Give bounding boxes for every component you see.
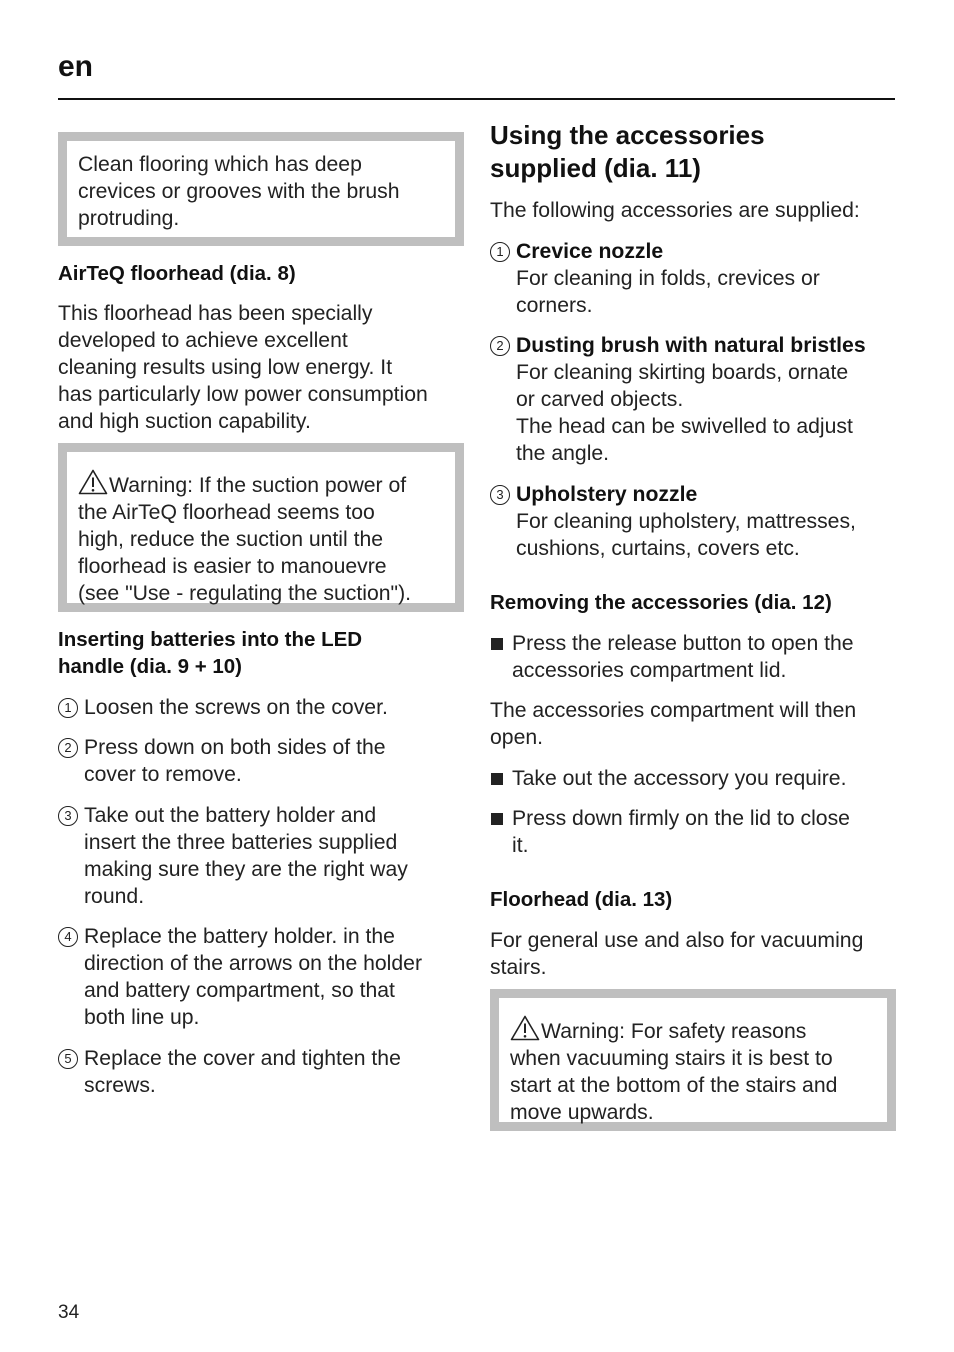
airteq-line: This floorhead has been specially [58, 302, 373, 325]
accessory-line: For cleaning upholstery, mattresses, [516, 510, 856, 533]
body-line: stairs. [490, 956, 547, 979]
floorhead-text [490, 927, 863, 981]
step-line: cover to remove. [84, 763, 242, 786]
accessory-line: For cleaning skirting boards, ornate [516, 361, 849, 384]
bullet-line: Press down firmly on the lid to close [512, 807, 850, 830]
step-number-1: 1 [58, 698, 78, 718]
note-line: crevices or grooves with the brush [78, 180, 400, 203]
warning-box-suction [58, 443, 464, 612]
step-line: direction of the arrows on the holder [84, 952, 423, 975]
warning-line: Warning: For safety reasons [541, 1020, 807, 1043]
warning-triangle-icon [510, 1015, 540, 1041]
bullet-line: Take out the accessory you require. [512, 767, 847, 790]
accessory-label: Crevice nozzle [516, 240, 664, 263]
floorhead-heading: Floorhead (dia. 13) [490, 888, 673, 911]
step-line: Replace the battery holder. in the [84, 925, 395, 948]
step-line: screws. [84, 1074, 156, 1097]
header-rule [58, 98, 895, 100]
body-line: open. [490, 726, 544, 749]
warning-triangle-icon [78, 469, 108, 495]
step-line: Press down on both sides of the [84, 736, 386, 759]
heading-line: handle (dia. 9 + 10) [58, 655, 242, 678]
title-line: Using the accessories [490, 120, 765, 150]
bullet-square-icon [491, 638, 503, 650]
bullet-line: accessories compartment lid. [512, 659, 787, 682]
airteq-body [58, 300, 478, 435]
warning-line: Warning: If the suction power of [109, 474, 407, 497]
body-line: For general use and also for vacuuming [490, 929, 864, 952]
warning-line: floorhead is easier to manouevre [78, 555, 387, 578]
accessory-line: or carved objects. [516, 388, 684, 411]
bullet-line: Press the release button to open the [512, 632, 854, 655]
step-line: Replace the cover and tighten the [84, 1047, 401, 1070]
note-box [58, 132, 464, 246]
accessory-line: the angle. [516, 442, 610, 465]
warning-line: high, reduce the suction until the [78, 528, 384, 551]
step-line: insert the three batteries supplied [84, 831, 398, 854]
airteq-line: cleaning results using low energy. It [58, 356, 393, 379]
accessory-line: The head can be swivelled to adjust [516, 415, 853, 438]
accessory-label: Upholstery nozzle [516, 483, 698, 506]
step-line: both line up. [84, 1006, 200, 1029]
removing-heading: Removing the accessories (dia. 12) [490, 591, 832, 614]
step-line: round. [84, 885, 145, 908]
step-line: Take out the battery holder and [84, 804, 377, 827]
step-number-3: 3 [58, 806, 78, 826]
batteries-heading [58, 626, 362, 680]
heading-line: Inserting batteries into the LED [58, 628, 363, 651]
accessory-line: For cleaning in folds, crevices or [516, 267, 820, 290]
airteq-heading: AirTeQ floorhead (dia. 8) [58, 262, 296, 285]
step-line: and battery compartment, so that [84, 979, 395, 1002]
step-line: making sure they are the right way [84, 858, 408, 881]
step-number-2: 2 [58, 738, 78, 758]
bullet-square-icon [491, 813, 503, 825]
accessory-label: Dusting brush with natural bristles [516, 334, 866, 357]
body-line: The accessories compartment will then [490, 699, 857, 722]
removing-text [490, 697, 856, 751]
bullet-square-icon [491, 773, 503, 785]
accessory-number-2: 2 [490, 336, 510, 356]
language-label: en [58, 50, 94, 83]
step-number-4: 4 [58, 927, 78, 947]
accessories-intro: The following accessories are supplied: [490, 199, 860, 222]
bullet-line: it. [512, 834, 529, 857]
warning-box-stairs [490, 989, 896, 1131]
airteq-line: has particularly low power consumption [58, 383, 428, 406]
accessory-number-1: 1 [490, 242, 510, 262]
step-number-5: 5 [58, 1049, 78, 1069]
title-line: supplied (dia. 11) [490, 153, 701, 183]
warning-line: when vacuuming stairs it is best to [510, 1047, 833, 1070]
accessory-line: cushions, curtains, covers etc. [516, 537, 800, 560]
accessory-number-3: 3 [490, 485, 510, 505]
note-line: protruding. [78, 207, 180, 230]
warning-line: the AirTeQ floorhead seems too [78, 501, 375, 524]
warning-line: start at the bottom of the stairs and [510, 1074, 838, 1097]
warning-line: (see "Use - regulating the suction"). [78, 582, 412, 605]
airteq-line: and high suction capability. [58, 410, 311, 433]
section-title [490, 119, 765, 185]
airteq-line: developed to achieve excellent [58, 329, 348, 352]
step-line: Loosen the screws on the cover. [84, 696, 388, 719]
warning-line: move upwards. [510, 1101, 654, 1124]
note-line: Clean flooring which has deep [78, 153, 362, 176]
page-number: 34 [58, 1302, 80, 1323]
accessory-line: corners. [516, 294, 593, 317]
